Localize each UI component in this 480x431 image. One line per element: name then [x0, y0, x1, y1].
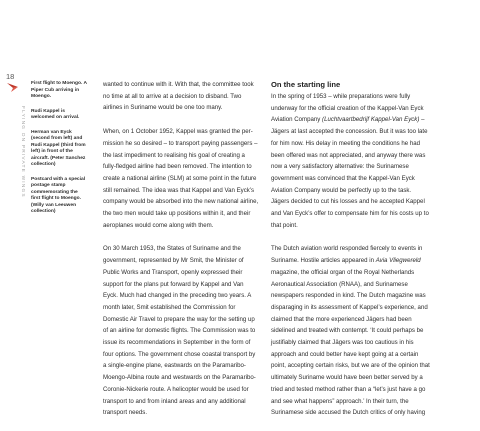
paragraph: When, on 1 October 1952, Kappel was granted the permission he so desired – to transport paying passengers – the last impediment to realising his goal of creating a fully-fledged airline had been removed. The intention to create a national airline (SLM) at some point in the future still remained. The idea was that Kappel and Van Eyck’s company would be absorbed into the new national airline, the two men would take up positions within it, and their aeroplanes would come along with them.: [103, 128, 259, 229]
text-run: – Jägers at last accepted the concession. But it was too late for him now. His delay in meeting the conditions he had been offered was not appreciated, and anyway there was now a very satisfactory alternative: the Surinamese government was convinced that the Kappel-Van Eyck Aviation Company would be perfectly up to the task. Jägers decided to cut his losses and he accepted Kappel and Van Eyck’s offer to compensate him for his costs up to that point.: [271, 116, 429, 229]
text-run: magazine, the official organ of the Royal Netherlands Aeronautical Association (RNAA), and Surinamese newspapers responded in kind. The Dutch magazine was disparaging in its assessment of Kappel’s experience, and claimed that the more experienced Jägers had been sidelined and treated with contempt. ‘It could perhaps be justifiably claimed that Jägers was too cautious in his approach and could better have kept going at a certain point, accepting certain risks, but we are of the opinion that ultimately Suriname would have been better served by a tried and tested method rather than a “let’s just have a go and see what happens” approach.’ In their turn, the Surinamese side accused the Dutch critics of only having: [271, 268, 430, 417]
text-run-italic: Avia Vliegwereld: [375, 257, 421, 265]
captions-column: [31, 81, 87, 224]
body-column-left: [103, 79, 259, 431]
body-column-right: [271, 79, 431, 431]
caption-aircraft-group: Herman van Eyck (second from left) and Rudi Kappel (third from left) in front of the aircraft. (Peter Sanchez collection): [31, 129, 86, 167]
paragraph: wanted to continue with it. With that, the committee took no time at all to arrive at a decision to disband. Two airlines in Suriname would be one too many.: [103, 81, 254, 112]
caption-first-flight: First flight to Moengo. A Piper Cub arriving in Moengo.: [31, 81, 87, 99]
paragraph: [271, 91, 431, 231]
bird-logo-icon: [7, 83, 19, 92]
running-head: FLYING ON PRIVATE WINGS: [20, 106, 25, 198]
caption-postcard: Postcard with a special postage stamp commemorating the first flight to Moengo. (Willy van Leeuwen collection): [31, 176, 86, 214]
page-number: 18: [6, 72, 15, 81]
paragraph: On 30 March 1953, the States of Suriname and the government, represented by Mr Smit, the Minister of Public Works and Transport, openly expressed their support for the plans put forward by Kappel and Van Eyck. Much had changed in the preceding two years. A month later, Smit established the Commission for Domestic Air Travel to prepare the way for the setting up of an airline for domestic flights. The Commission was to issue its recommendations in September in the form of four options. The government chose coastal transport by a single-engine plane, eastwards on the Paramaribo-Moengo-Albina route and westwards on the Paramaribo-Coronie-Nickerie route. A helicopter would be used for transport to and from inland areas and any additional transport needs.: [103, 245, 256, 417]
text-run-italic: (Luchtvaartbedrijf Kappel-Van Eyck): [322, 116, 420, 124]
text-run: In the spring of 1953 – while preparations were fully underway for the official creation of the Kappel-Van Eyck Aviation Company: [271, 93, 424, 124]
caption-kappel-welcome: Rudi Kappel is welcomed on arrival.: [31, 108, 80, 120]
section-heading: On the starting line: [271, 80, 341, 89]
text-run: The Dutch aviation world responded fiercely to events in Suriname. Hostile articles appeared in: [271, 245, 423, 265]
paragraph: [271, 243, 431, 419]
